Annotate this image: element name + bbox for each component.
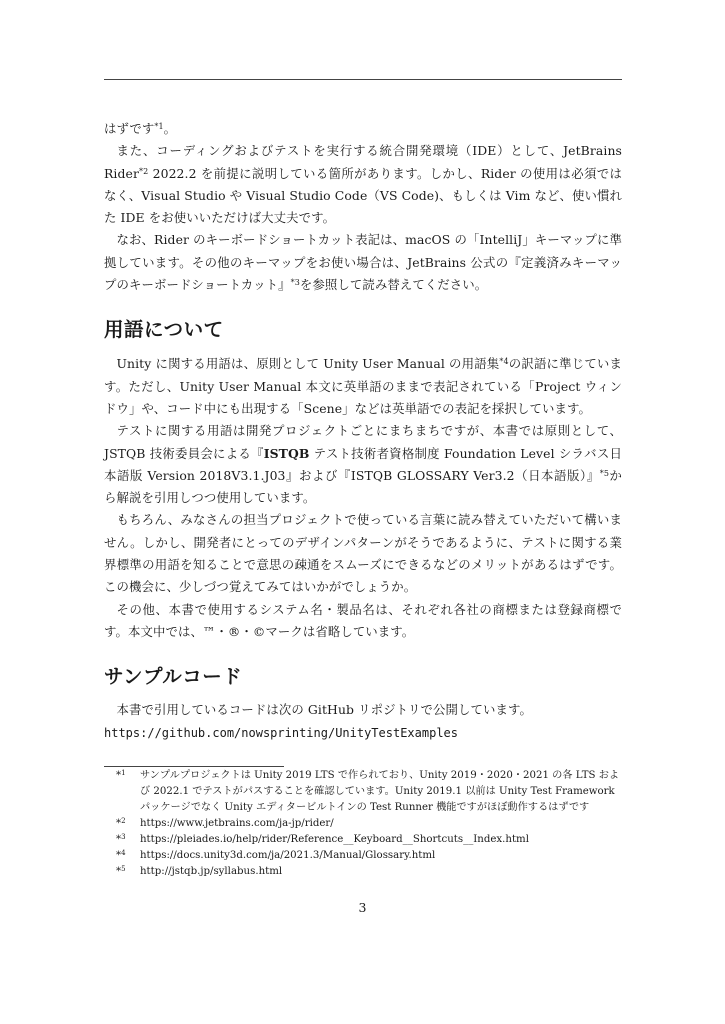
footnote-item <box>116 832 622 848</box>
paragraph-keymap: なお、Rider のキーボードショートカット表記は、macOS の「IntelliJ」キーマップに準拠しています。その他のキーマップをお使い場合は、JetBrains 公式の『定義済みキーマップのキーボードショートカット』$^{*3}$を参照して読み替えてください。 <box>104 232 622 293</box>
footnote-ref-4[interactable]: *4 <box>499 357 509 367</box>
footnote-text: サンプルプロジェクトは Unity 2019 LTS で作られており、Unity 2019・2020・2021 の各 LTS および 2022.1 でテストがパスすることを確認しています。Unity 2019.1 以前は Unity Test Framework パッケージでなく Unity エディタービルトインの Test Runner 機能ですがほぼ動作するはずです <box>140 770 620 813</box>
section-heading-sample-code: サンプルコード <box>104 665 243 689</box>
footnote-mark: *$^1$ <box>116 769 126 781</box>
footnote-item <box>116 864 622 880</box>
paragraph-continuation: はずです$^{*1}$。 <box>104 121 177 136</box>
footnote-link[interactable]: http://jstqb.jp/syllabus.html <box>140 866 283 877</box>
footnote-rule <box>104 766 284 767</box>
footnote-ref-5[interactable]: *5 <box>599 468 610 478</box>
page-number: 3 <box>358 900 367 915</box>
footnote-item <box>116 768 622 816</box>
footnote-mark: *$^4$ <box>116 849 126 861</box>
paragraph-ide: また、コーディングおよびテストを実行する統合開発環境（IDE）として、JetBrains Rider$^{*2}$ 2022.2 を前提に説明している箇所があります。しかし、Rider の使用は必須ではなく、Visual Studio や Visual Studio Code（VS Code)、もしくは Vim など、使い慣れた IDE をお使いいただけば大丈夫です。 <box>104 143 622 226</box>
footnote-ref-2[interactable]: *2 <box>138 166 149 176</box>
footnote-mark: *$^5$ <box>116 865 126 877</box>
paragraph-repo: 本書で引用しているコードは次の GitHub リポジトリで公開しています。 <box>116 702 532 718</box>
footnote-item <box>116 848 622 864</box>
header-rule <box>104 79 622 80</box>
footnote-link[interactable]: https://www.jetbrains.com/ja-jp/rider/ <box>140 818 334 829</box>
paragraph-test-terms: テストに関する用語は開発プロジェクトごとにまちまちですが、本書では原則として、JSTQB 技術委員会による『ISTQB テスト技術者資格制度 Foundation Level シラバス日本語版 Version 2018V3.1.J03』および『ISTQB GLOSSARY Ver3.2（日本語版）』$^{*5}$から解説を引用しつつ使用しています。 <box>104 423 623 506</box>
page-body <box>104 118 622 744</box>
footnote-ref-3[interactable]: *3 <box>290 278 300 288</box>
repo-url-link[interactable]: https://github.com/nowsprinting/UnityTestExamples <box>104 725 459 740</box>
footnote-link[interactable]: https://pleiades.io/help/rider/Reference__Keyboard__Shortcuts__Index.html <box>140 834 529 845</box>
paragraph-reading: もちろん、みなさんの担当プロジェクトで使っている言葉に読み替えていただいて構いません。しかし、開発者にとってのデザインパターンがそうであるように、テストに関する業界標準の用語を知ることで意思の疎通をスムーズにできるなどのメリットがあるはずです。この機会に、少しづつ覚えてみてはいかがでしょうか。 <box>104 512 622 595</box>
istqb-bold: ISTQB <box>263 445 310 461</box>
footnote-item <box>116 816 622 832</box>
paragraph-trademarks: その他、本書で使用するシステム名・製品名は、それぞれ各社の商標または登録商標です。本文中では、™・®・©マークは省略しています。 <box>104 601 622 639</box>
footnote-ref-1[interactable]: *1 <box>154 122 164 131</box>
footnotes <box>116 768 622 880</box>
section-heading-terminology: 用語について <box>104 318 224 342</box>
paragraph-unity-terms: Unity に関する用語は、原則として Unity User Manual の用語集$^{*4}$の訳語に準じています。ただし、Unity User Manual 本文に英単語のままで表記されている「Project ウィンドウ」や、コード中にも出現する「Scene」などは英単語での表記を採択しています。 <box>104 356 622 416</box>
footnote-link[interactable]: https://docs.unity3d.com/ja/2021.3/Manual/Glossary.html <box>140 850 436 861</box>
footnote-mark: *$^3$ <box>116 833 126 845</box>
footnote-mark: *$^2$ <box>116 817 126 829</box>
